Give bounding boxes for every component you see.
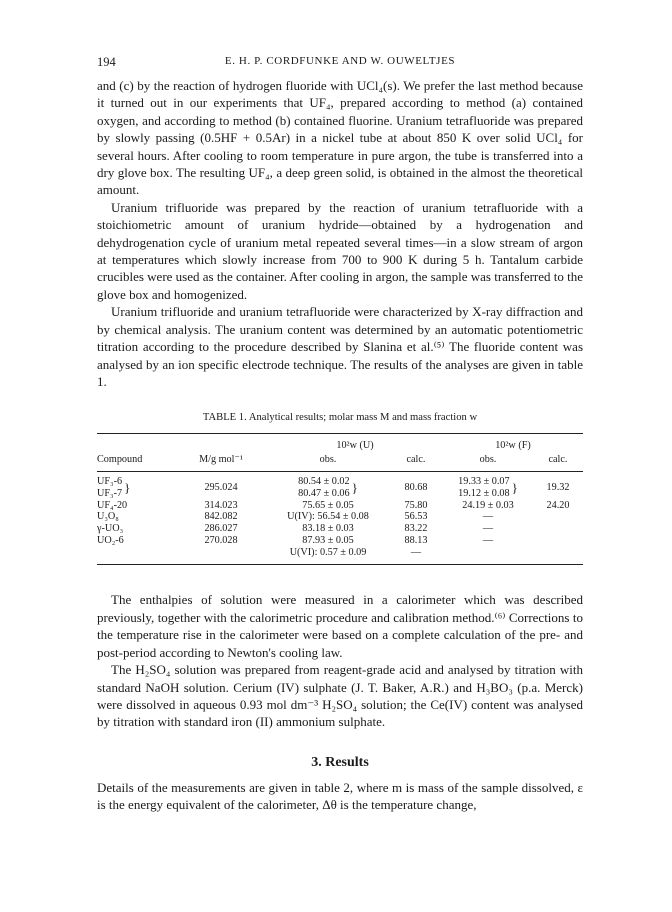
header-molar-mass: M/g mol⁻¹ (199, 454, 243, 466)
cell-u-obs-u3o8: 56.54 ± 0.08 (317, 511, 369, 523)
cell-compound-uf3-7: UF₃-7 (97, 487, 123, 499)
cell-f-obs-uf4: 24.19 ± 0.03 (462, 499, 514, 511)
cell-f-obs-u3o8: — (482, 511, 494, 523)
paragraph-results: Details of the measurements are given in table 2, where m is mass of the sample dissolved, ε is the energy equivalent of the calorimeter, Δθ is the temperature change, (97, 779, 583, 813)
group-header-fluorine: 10²w (F) (495, 440, 531, 452)
paragraph-calorimetry: The enthalpies of solution were measured in a calorimeter which was described previously, together with the calorimetric procedure and calibration method.⁽⁶⁾ Corrections to the temperature rise in the calorimeter were based on a complete calculation of the pre- and post-period according to Newton's cooling law. (97, 592, 583, 660)
page-number: 194 (97, 55, 116, 69)
cell-molar-u3o8: 842.082 (204, 511, 238, 523)
table-caption: TABLE 1. Analytical results; molar mass M and mass fraction w (202, 412, 478, 424)
cell-u-obs-uf4: 75.65 ± 0.05 (302, 499, 354, 511)
cell-u-obs-uvi: 0.57 ± 0.09 (319, 546, 367, 558)
cell-compound-u3o8: U₃O₈ (97, 511, 119, 523)
cell-molar-uf4: 314.023 (204, 499, 238, 511)
paragraph-uranium-trifluoride-prep: Uranium trifluoride was prepared by the reaction of uranium tetrafluoride with a stoichiometric amount of uranium hydride—obtained by a hydrogenation and dehydrogenation cycle of uranium metal repeated several times—in a slow stream of argon at temperatures which slowly increase from 700 to 900 K during 5 h. Tantalum carbide crucibles were used as the container. After cooling in argon, the sample was transferred to the glove box and homogenized. (97, 199, 584, 302)
cell-u-calc-gamma-uo3: 83.22 (404, 523, 428, 535)
cell-compound-uo2: UO₂-6 (97, 534, 124, 546)
page-header (97, 55, 583, 77)
cell-molar-uf3: 295.024 (204, 481, 238, 493)
header-u-obs: obs. (319, 454, 337, 466)
cell-f-obs-uf3-7: 19.12 ± 0.08 (458, 487, 510, 499)
cell-compound-uf3-6: UF₃-6 (97, 475, 123, 487)
cell-u-calc-uo2: 88.13 (404, 534, 428, 546)
header-f-obs: obs. (479, 454, 497, 466)
cell-u-calc-uf3: 80.68 (404, 481, 428, 493)
cell-molar-gamma-uo3: 286.027 (204, 523, 238, 535)
cell-compound-uf4: UF₄-20 (97, 499, 128, 511)
header-u-calc: calc. (406, 454, 426, 466)
cell-molar-uo2: 270.028 (204, 534, 238, 546)
table-row-uo2 (97, 535, 583, 547)
table-row-u3o8 (97, 511, 583, 523)
header-compound: Compound (97, 454, 143, 466)
cell-f-obs-gamma-uo3: — (482, 523, 494, 535)
cell-u-calc-uvi: — (410, 546, 422, 558)
analytical-results-table (97, 433, 583, 565)
header-f-calc: calc. (548, 454, 568, 466)
group-header-uranium: 10²w (U) (336, 440, 374, 452)
section-title-results: 3. Results (311, 754, 369, 770)
table-row-gamma-uo3 (97, 523, 583, 535)
cell-u-obs-uo2: 87.93 ± 0.05 (302, 534, 354, 546)
table-row-uf4 (97, 500, 583, 512)
cell-f-obs-uo2: — (482, 534, 494, 546)
cell-u-obs-uf3-6: 80.54 ± 0.02 (298, 475, 350, 487)
brace-right: } (351, 480, 358, 496)
cell-compound-gamma-uo3: γ-UO₃ (97, 523, 124, 535)
page (97, 55, 583, 814)
table-row-uf3 (97, 476, 583, 500)
cell-u-calc-u3o8: 56.53 (404, 511, 428, 523)
paragraph-solutions: The H₂SO₄ solution was prepared from reagent-grade acid and analysed by titration with standard NaOH solution. Cerium (IV) sulphate (J. T. Baker, A.R.) and H₃BO₃ (p.a. Merck) were dissolved in aqueous 0.93 mol dm⁻³ H₂SO₄ solution; the Ce(IV) content was analysed by titration with standard iron (II) ammonium sulphate. (97, 662, 583, 730)
cell-u-obs-uf3-7: 80.47 ± 0.06 (298, 487, 350, 499)
cell-u-prefix-uiv: U(IV): (287, 511, 315, 523)
cell-u-obs-gamma-uo3: 83.18 ± 0.03 (302, 523, 354, 535)
table-column-header-row (97, 452, 583, 471)
table-group-header-row (97, 434, 583, 452)
brace-right: } (511, 480, 518, 496)
cell-u-calc-uf4: 75.80 (404, 499, 428, 511)
cell-f-calc-uf3: 19.32 (546, 481, 570, 493)
brace-right: } (124, 480, 131, 496)
paragraph-methods-continued: and (c) by the reaction of hydrogen fluoride with UCl₄(s). We prefer the last method because it turned out in our experiments that UF₄, prepared according to method (a) contained oxygen, and according to method (b) contained fluorine. Uranium tetrafluoride was prepared by slowly passing (0.5HF + 0.5Ar) in a nickel tube at about 850 K over solid UCl₄ for several hours. After cooling to room temperature in pure argon, the tube is transferred into a dry glove box. The resulting UF₄, a deep green solid, is obtained in the almost the theoretical amount. (97, 78, 583, 198)
cell-f-calc-uf4: 24.20 (546, 499, 570, 511)
cell-u-prefix-uvi: U(VI): (289, 546, 318, 558)
cell-f-obs-uf3-6: 19.33 ± 0.07 (458, 475, 510, 487)
running-title: E. H. P. CORDFUNKE AND W. OUWELTJES (224, 55, 456, 67)
paragraph-characterization: Uranium trifluoride and uranium tetrafluoride were characterized by X-ray diffraction and by chemical analysis. The uranium content was determined by an automatic potentiometric titration according to the procedure described by Slanina et al.⁽⁵⁾ The fluoride content was analysed by an ion specific electrode technique. The results of the analyses are given in table 1. (97, 304, 583, 389)
table-row-uvi (97, 547, 583, 565)
